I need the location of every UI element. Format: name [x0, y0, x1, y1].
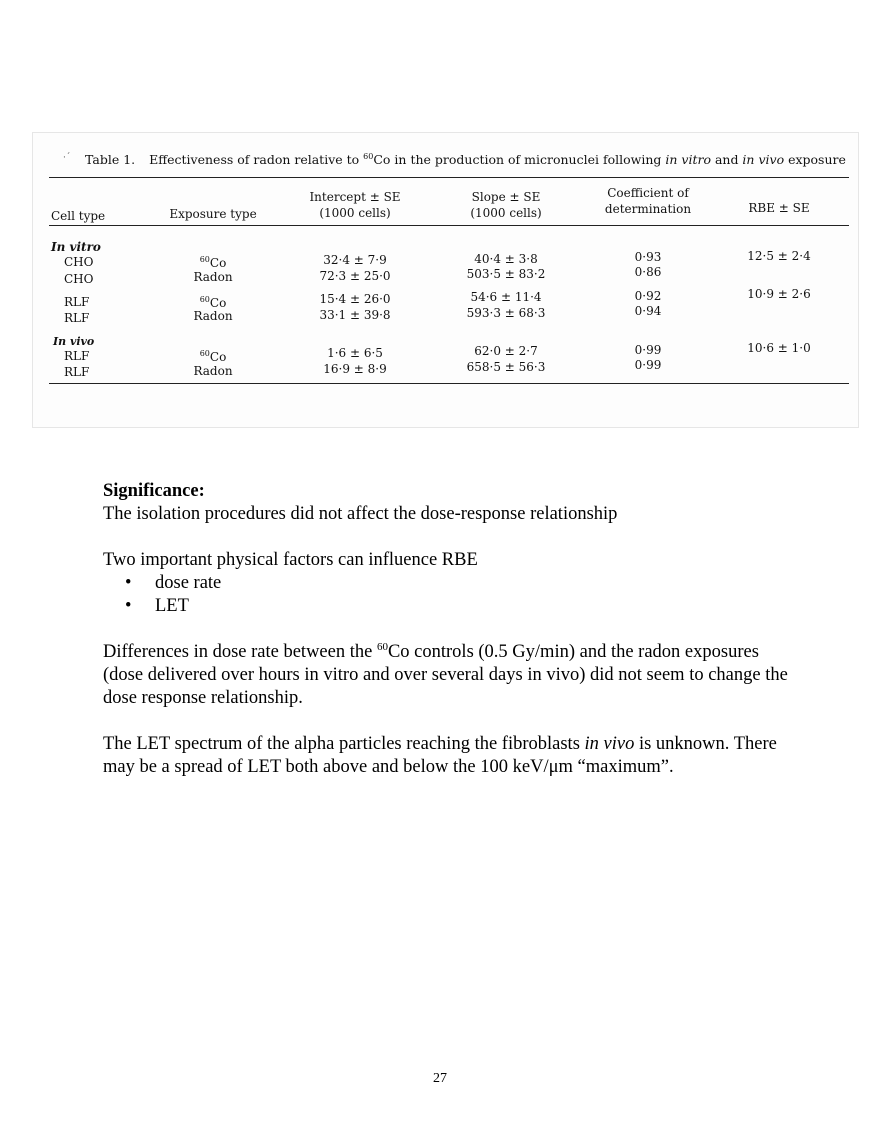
caption-part: Co in the production of micronuclei following: [373, 152, 666, 167]
table-bottom-rule: [49, 383, 849, 384]
co-text: Co: [209, 350, 227, 364]
row-cell-type: RLF: [64, 311, 90, 325]
row-intercept: 1·6 ± 6·5: [327, 346, 383, 360]
row-exposure: Radon: [193, 270, 233, 284]
caption-part: Effectiveness of radon relative to: [149, 152, 364, 167]
paragraph-text: is unknown. There may be a spread of LET both above and below the 100 keV/μm “maximum”.: [103, 734, 777, 777]
paragraph-text: Co controls (0.5 Gy/min) and the radon exposures (dose delivered over hours in vitro and over several days in vivo) did not seem to change the dose response relationship.: [103, 642, 788, 708]
row-intercept: 33·1 ± 39·8: [319, 308, 391, 322]
row-coefficient: 0·86: [634, 265, 662, 279]
row-coefficient: 0·93: [634, 250, 662, 264]
header-determination: determination: [604, 202, 692, 216]
significance-line: The isolation procedures did not affect the dose-response relationship: [103, 504, 618, 524]
factors-intro: Two important physical factors can influence RBE: [103, 550, 478, 570]
caption-part: exposure: [784, 152, 846, 167]
caption-part: and: [710, 152, 743, 167]
row-coefficient: 0·99: [634, 358, 662, 372]
co-sup: 60: [376, 641, 388, 653]
caption-sup: 60: [363, 152, 374, 161]
row-intercept: 16·9 ± 8·9: [323, 362, 387, 376]
scan-mark: ·ˊ: [63, 153, 71, 163]
paragraph-text: Differences in dose rate between the: [103, 642, 377, 662]
co-sup: 60: [199, 255, 210, 264]
row-exposure-co: [200, 293, 227, 310]
header-exposure-type: Exposure type: [169, 207, 257, 221]
row-exposure: Radon: [193, 364, 233, 378]
row-slope: 40·4 ± 3·8: [474, 252, 538, 266]
list-item-text: dose rate: [155, 573, 222, 593]
row-intercept: 32·4 ± 7·9: [323, 253, 387, 267]
let-paragraph: [103, 733, 803, 779]
header-coefficient: Coefficient of: [607, 186, 689, 200]
header-slope-unit: (1000 cells): [470, 206, 542, 220]
row-exposure: Radon: [193, 309, 233, 323]
row-cell-type: RLF: [64, 349, 90, 363]
header-intercept-unit: (1000 cells): [319, 206, 391, 220]
list-item: [103, 572, 803, 595]
row-cell-type: CHO: [64, 272, 94, 286]
row-cell-type: RLF: [64, 295, 90, 309]
paragraph-italic: in vivo: [584, 734, 635, 754]
significance-section: [103, 480, 803, 779]
header-intercept: Intercept ± SE: [309, 190, 401, 204]
co-sup: 60: [199, 295, 210, 304]
caption-italic: in vitro: [665, 152, 711, 167]
significance-heading: Significance:: [103, 481, 205, 501]
factors-list: [103, 572, 803, 618]
row-exposure-co: [200, 253, 227, 270]
row-exposure-co: [200, 347, 227, 364]
row-rbe: 12·5 ± 2·4: [747, 249, 811, 263]
group-in-vitro: In vitro: [51, 240, 101, 254]
page-number: 27: [433, 1071, 447, 1086]
row-rbe: 10·6 ± 1·0: [747, 341, 811, 355]
row-cell-type: CHO: [64, 255, 94, 269]
row-slope: 54·6 ± 11·4: [470, 290, 542, 304]
row-coefficient: 0·94: [634, 304, 662, 318]
paragraph-text: The LET spectrum of the alpha particles reaching the fibroblasts: [103, 734, 585, 754]
row-slope: 593·3 ± 68·3: [466, 306, 546, 320]
co-sup: 60: [199, 349, 210, 358]
row-slope: 658·5 ± 56·3: [466, 360, 546, 374]
header-cell-type: Cell type: [51, 209, 106, 223]
bullet-icon: •: [125, 596, 132, 616]
list-item: [103, 595, 803, 618]
table-image: [32, 132, 859, 428]
list-item-text: LET: [155, 596, 189, 616]
row-intercept: 72·3 ± 25·0: [319, 269, 391, 283]
caption-italic: in vivo: [742, 152, 785, 167]
header-slope: Slope ± SE: [471, 190, 541, 204]
table-label: Table 1.: [85, 152, 136, 167]
row-slope: 62·0 ± 2·7: [474, 344, 538, 358]
row-rbe: 10·9 ± 2·6: [747, 287, 811, 301]
row-slope: 503·5 ± 83·2: [466, 267, 546, 281]
table-caption: [85, 152, 846, 167]
row-cell-type: RLF: [64, 365, 90, 379]
co-text: Co: [209, 296, 227, 310]
dose-rate-paragraph: [103, 641, 803, 710]
row-coefficient: 0·92: [634, 289, 662, 303]
bullet-icon: •: [125, 573, 132, 593]
group-in-vivo: In vivo: [53, 335, 95, 348]
co-text: Co: [209, 256, 227, 270]
row-intercept: 15·4 ± 26·0: [319, 292, 391, 306]
header-rbe: RBE ± SE: [748, 201, 810, 215]
table-top-rule: [49, 177, 849, 178]
table-header-rule: [49, 225, 849, 226]
row-coefficient: 0·99: [634, 343, 662, 357]
